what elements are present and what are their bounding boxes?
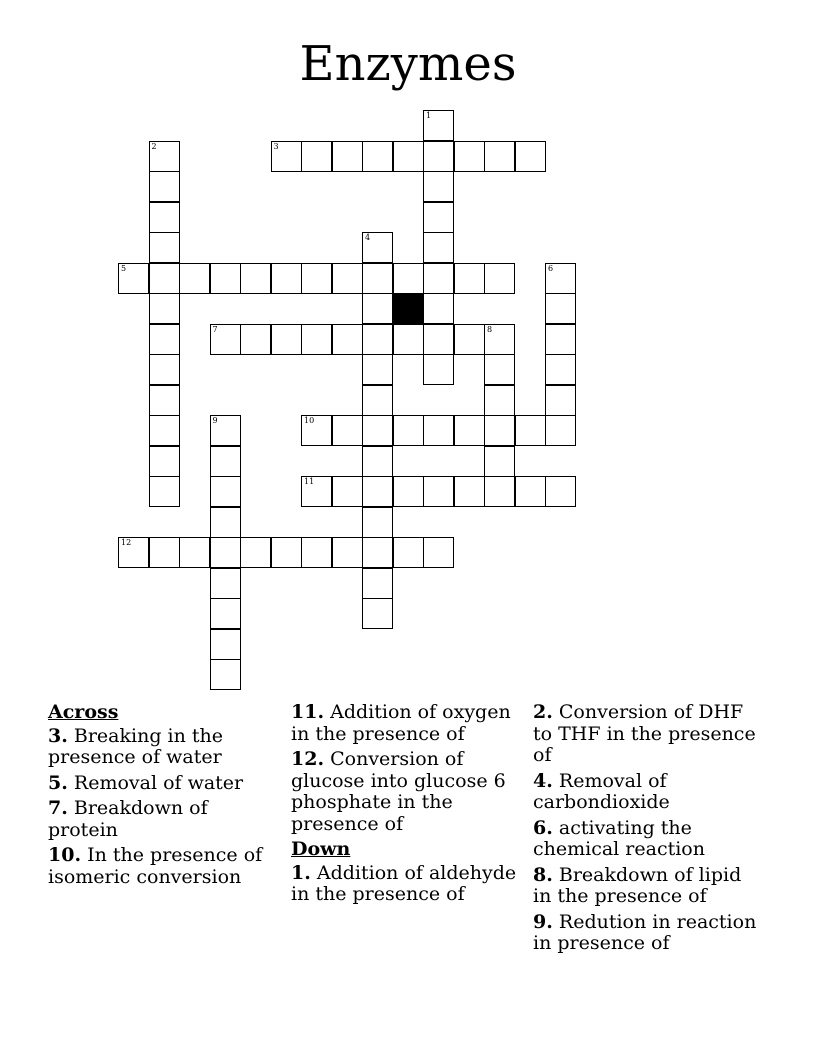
- grid-cell[interactable]: [301, 324, 332, 355]
- cell-number: 8: [487, 324, 493, 334]
- clue-across-7: 7. Breakdown of protein: [48, 797, 208, 841]
- cell-number: 3: [273, 141, 279, 151]
- grid-cell[interactable]: [454, 476, 485, 507]
- clues-column-1: [48, 702, 278, 892]
- grid-cell[interactable]: [179, 537, 210, 568]
- cell-number: 9: [212, 416, 218, 425]
- grid-cell[interactable]: [362, 568, 393, 599]
- grid-cell[interactable]: [545, 385, 576, 416]
- puzzle-title: Enzymes: [299, 36, 517, 92]
- grid-cell[interactable]: [210, 446, 241, 477]
- clue-down-4: 4. Removal of carbondioxide: [533, 769, 670, 813]
- grid-cell[interactable]: [545, 263, 576, 294]
- grid-cell[interactable]: [423, 354, 454, 385]
- black-square: [393, 293, 424, 324]
- grid-cell[interactable]: [332, 415, 363, 446]
- cell-number: 12: [121, 538, 132, 547]
- grid-cell[interactable]: [210, 629, 241, 660]
- cell-number: 4: [365, 233, 371, 242]
- cell-number: 1: [426, 111, 432, 120]
- grid-cell[interactable]: [454, 324, 485, 355]
- grid-cell[interactable]: [545, 354, 576, 385]
- grid-cell[interactable]: [484, 141, 515, 172]
- grid-cell[interactable]: [362, 232, 393, 263]
- grid-cell[interactable]: [454, 263, 485, 294]
- grid-cell[interactable]: [545, 293, 576, 324]
- grid-cell[interactable]: [301, 141, 332, 172]
- grid-cell[interactable]: [240, 263, 271, 294]
- grid-cell[interactable]: [332, 324, 363, 355]
- grid-cell[interactable]: [454, 415, 485, 446]
- cell-number: 5: [121, 263, 127, 273]
- grid-cell[interactable]: [210, 598, 241, 629]
- grid-cell[interactable]: [423, 110, 454, 141]
- grid-cell[interactable]: [393, 415, 424, 446]
- grid-cell[interactable]: [362, 141, 393, 172]
- grid-cell[interactable]: [362, 537, 393, 568]
- grid-cell[interactable]: [271, 141, 302, 172]
- grid-cell[interactable]: [301, 476, 332, 507]
- grid-cell[interactable]: [210, 568, 241, 599]
- grid-cell[interactable]: [362, 415, 393, 446]
- grid-cell[interactable]: [515, 476, 546, 507]
- grid-cell[interactable]: [149, 263, 180, 294]
- clue-down-9: 9. Redution in reaction in presence of: [533, 910, 757, 954]
- grid-cell[interactable]: [210, 415, 241, 446]
- grid-cell[interactable]: [423, 324, 454, 355]
- grid-cell[interactable]: [393, 537, 424, 568]
- grid-cell[interactable]: [423, 171, 454, 202]
- grid-cell[interactable]: [423, 537, 454, 568]
- grid-cell[interactable]: [515, 415, 546, 446]
- grid-cell[interactable]: [118, 263, 149, 294]
- grid-cell[interactable]: [362, 598, 393, 629]
- grid-cell[interactable]: [210, 507, 241, 538]
- grid-cell[interactable]: [210, 476, 241, 507]
- clue-across-10: 10. In the presence of isomeric conversion: [48, 844, 263, 888]
- cell-number: 7: [212, 324, 218, 334]
- grid-cell[interactable]: [149, 537, 180, 568]
- grid-cell[interactable]: [362, 263, 393, 294]
- grid-cell[interactable]: [393, 324, 424, 355]
- cell-number: 6: [548, 263, 554, 273]
- grid-cell[interactable]: [301, 263, 332, 294]
- grid-cell[interactable]: [149, 171, 180, 202]
- grid-cell[interactable]: [149, 202, 180, 233]
- grid-cell[interactable]: [149, 476, 180, 507]
- grid-cell[interactable]: [149, 293, 180, 324]
- grid-cell[interactable]: [271, 324, 302, 355]
- grid-cell[interactable]: [149, 415, 180, 446]
- grid-cell[interactable]: [393, 141, 424, 172]
- grid-cell[interactable]: [332, 263, 363, 294]
- grid-cell[interactable]: [484, 446, 515, 477]
- grid-cell[interactable]: [271, 263, 302, 294]
- grid-cell[interactable]: [484, 324, 515, 355]
- grid-cell[interactable]: [545, 415, 576, 446]
- grid-cell[interactable]: [454, 141, 485, 172]
- grid-cell[interactable]: [423, 476, 454, 507]
- clue-down-2: 2. Conversion of DHF to THF in the presence of: [533, 701, 756, 766]
- grid-cell[interactable]: [149, 446, 180, 477]
- grid-cell[interactable]: [484, 385, 515, 416]
- down-heading: Down: [291, 838, 351, 860]
- grid-cell[interactable]: [423, 415, 454, 446]
- grid-cell[interactable]: [484, 354, 515, 385]
- grid-cell[interactable]: [362, 507, 393, 538]
- grid-cell[interactable]: [362, 324, 393, 355]
- grid-cell[interactable]: [362, 293, 393, 324]
- grid-cell[interactable]: [332, 537, 363, 568]
- clue-across-12: 12. Conversion of glucose into glucose 6 phosphate in the presence of: [291, 748, 506, 835]
- clue-down-1: 1. Addition of aldehyde in the presence of: [291, 861, 517, 905]
- grid-cell[interactable]: [301, 415, 332, 446]
- grid-cell[interactable]: [210, 659, 241, 690]
- grid-cell[interactable]: [423, 232, 454, 263]
- grid-cell[interactable]: [179, 263, 210, 294]
- grid-cell[interactable]: [423, 141, 454, 172]
- grid-cell[interactable]: [210, 537, 241, 568]
- grid-cell[interactable]: [210, 263, 241, 294]
- grid-cell[interactable]: [484, 476, 515, 507]
- clue-across-11: 11. Addition of oxygen in the presence of: [291, 701, 511, 745]
- grid-cell[interactable]: [210, 324, 241, 355]
- cell-number: 11: [304, 477, 315, 486]
- clues-column-3: [533, 702, 763, 959]
- grid-cell[interactable]: [271, 537, 302, 568]
- grid-cell[interactable]: [332, 141, 363, 172]
- grid-cell[interactable]: [545, 324, 576, 355]
- grid-cell[interactable]: [423, 293, 454, 324]
- clues-column-2: [291, 702, 521, 910]
- grid-cell[interactable]: [393, 263, 424, 294]
- grid-cell[interactable]: [362, 354, 393, 385]
- grid-cell[interactable]: [515, 141, 546, 172]
- grid-cell[interactable]: [240, 537, 271, 568]
- grid-cell[interactable]: [362, 446, 393, 477]
- grid-cell[interactable]: [545, 476, 576, 507]
- cell-number: 2: [151, 141, 157, 151]
- grid-cell[interactable]: [362, 385, 393, 416]
- grid-cell[interactable]: [393, 476, 424, 507]
- clue-down-8: 8. Breakdown of lipid in the presence of: [533, 863, 742, 907]
- grid-cell[interactable]: [423, 263, 454, 294]
- grid-cell[interactable]: [240, 324, 271, 355]
- grid-cell[interactable]: [149, 141, 180, 172]
- clue-across-3: 3. Breaking in the presence of water: [48, 724, 224, 768]
- grid-cell[interactable]: [362, 476, 393, 507]
- cell-number: 10: [304, 416, 315, 425]
- grid-cell[interactable]: [484, 263, 515, 294]
- grid-cell[interactable]: [484, 415, 515, 446]
- grid-cell[interactable]: [332, 476, 363, 507]
- clue-across-5: 5. Removal of water: [48, 771, 244, 794]
- across-heading: Across: [48, 701, 119, 723]
- grid-cell[interactable]: [149, 324, 180, 355]
- grid-cell[interactable]: [149, 232, 180, 263]
- clue-down-6: 6. activating the chemical reaction: [533, 816, 705, 860]
- grid-cell[interactable]: [118, 537, 149, 568]
- grid-cell[interactable]: [423, 202, 454, 233]
- grid-cell[interactable]: [149, 354, 180, 385]
- grid-cell[interactable]: [301, 537, 332, 568]
- grid-cell[interactable]: [149, 385, 180, 416]
